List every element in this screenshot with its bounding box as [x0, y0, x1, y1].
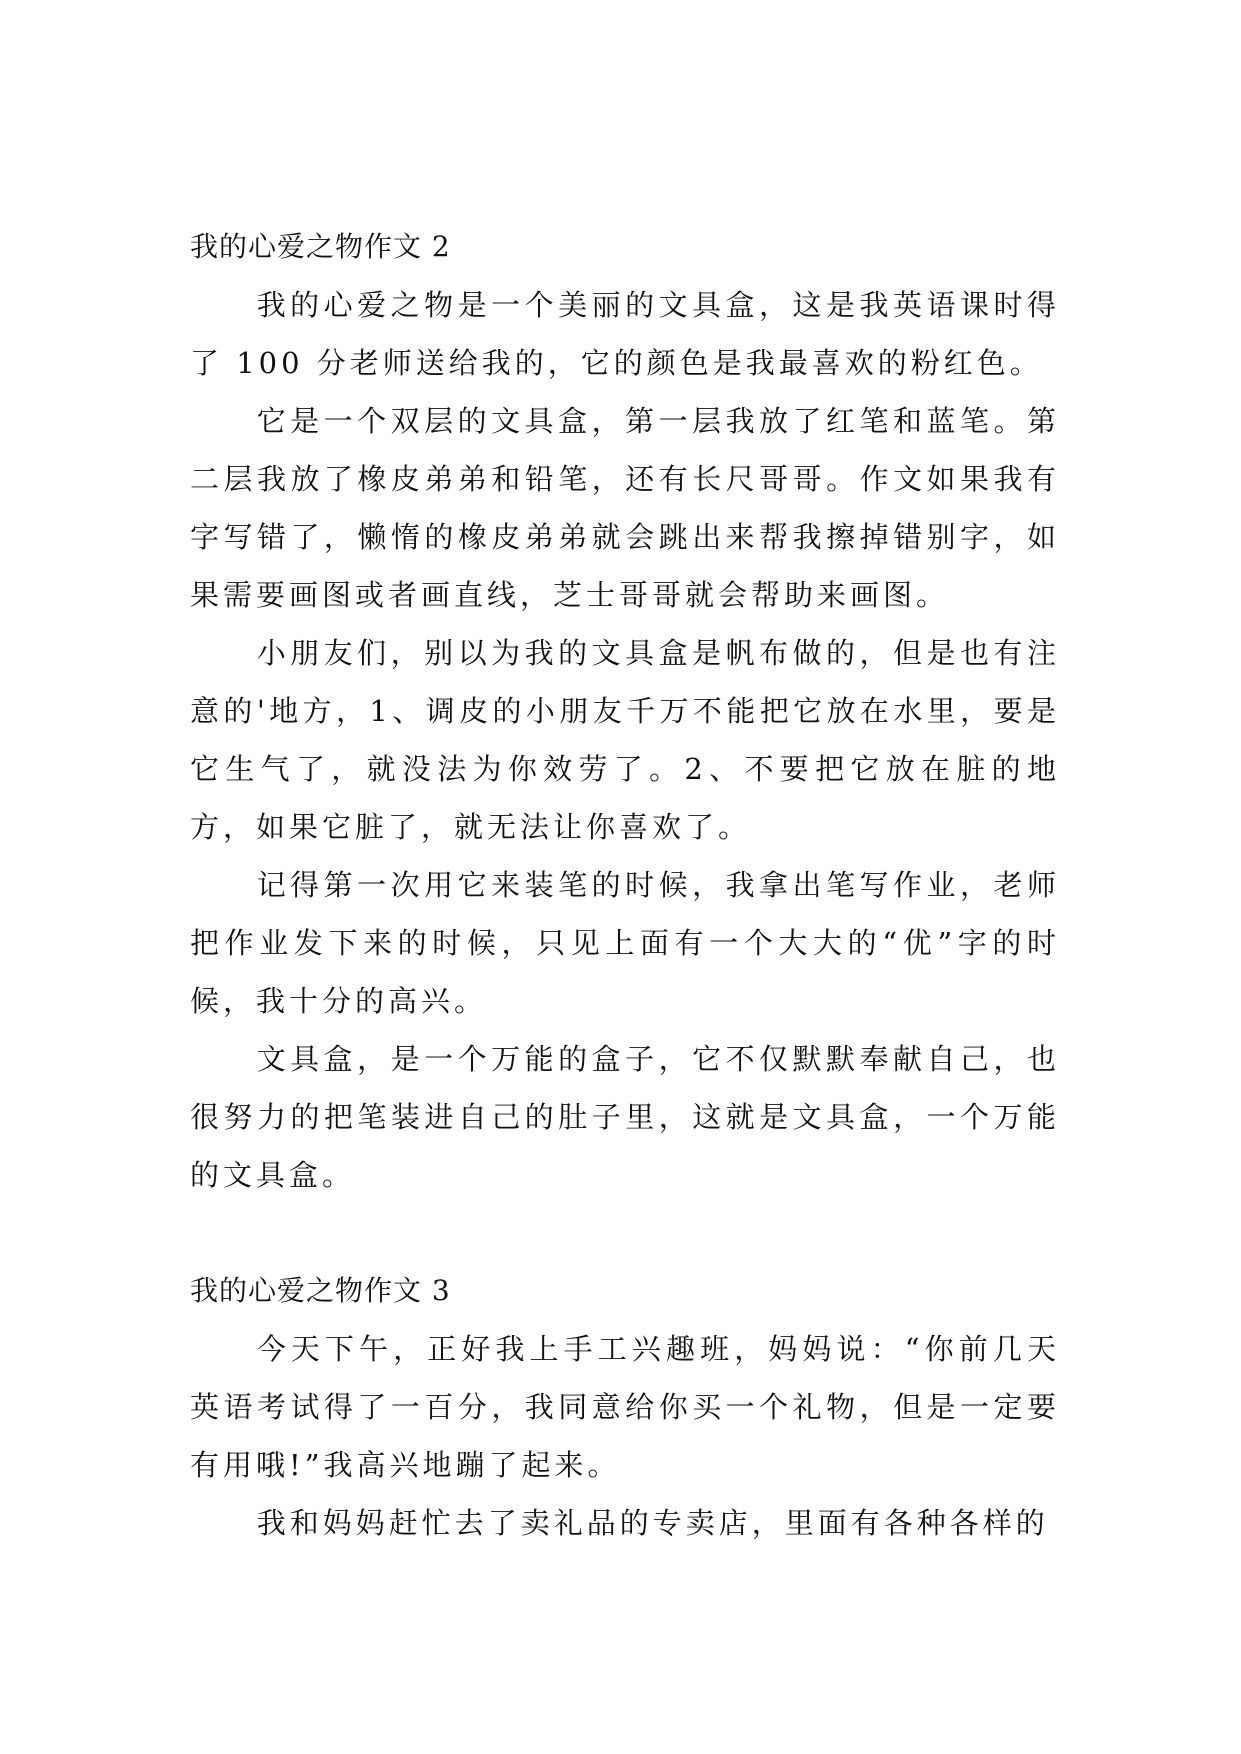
essay-2-paragraph-1: 我的心爱之物是一个美丽的文具盒，这是我英语课时得了 100 分老师送给我的，它的颜色是我最喜欢的粉红色。 [190, 288, 1060, 380]
essay-2-paragraph-4: 记得第一次用它来装笔的时候，我拿出笔写作业，老师把作业发下来的时候，只见上面有一个大大的“优”字的时候，我十分的高兴。 [190, 868, 1060, 1018]
essay-2 [190, 218, 1060, 1204]
essay-2-paragraph-3: 小朋友们，别以为我的文具盒是帆布做的，但是也有注意的'地方，1、调皮的小朋友千万不能把它放在水里，要是它生气了，就没法为你效劳了。2、不要把它放在脏的地方，如果它脏了，就无法让你喜欢了。 [190, 636, 1060, 844]
essay-2-paragraph-5: 文具盒，是一个万能的盒子，它不仅默默奉献自己，也很努力的把笔装进自己的肚子里，这就是文具盒，一个万能的文具盒。 [190, 1042, 1060, 1192]
essay-3-paragraph-2: 我和妈妈赶忙去了卖礼品的专卖店，里面有各种各样的 [256, 1506, 1049, 1540]
essay-3 [190, 1262, 1060, 1552]
essay-2-title: 我的心爱之物作文 2 [190, 230, 451, 263]
essay-2-paragraph-2: 它是一个双层的文具盒，第一层我放了红笔和蓝笔。第二层我放了橡皮弟弟和铅笔，还有长尺哥哥。作文如果我有字写错了，懒惰的橡皮弟弟就会跳出来帮我擦掉错别字，如果需要画图或者画直线，芝士哥哥就会帮助来画图。 [190, 404, 1060, 612]
essay-3-paragraph-1: 今天下午，正好我上手工兴趣班，妈妈说：“你前几天英语考试得了一百分，我同意给你买一个礼物，但是一定要有用哦!”我高兴地蹦了起来。 [190, 1332, 1060, 1482]
essay-3-title: 我的心爱之物作文 3 [190, 1274, 451, 1307]
